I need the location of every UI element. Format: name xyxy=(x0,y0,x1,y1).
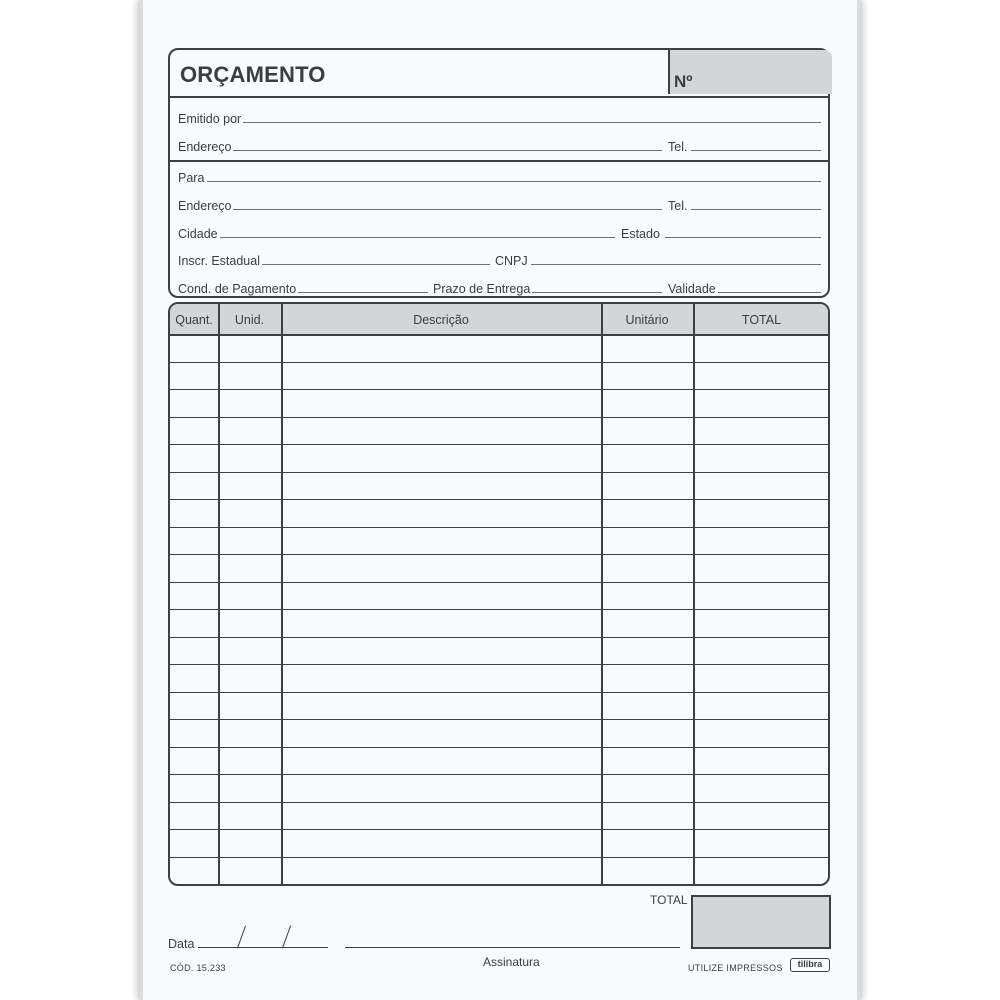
table-row-line xyxy=(170,637,828,638)
cond-pagamento-field[interactable] xyxy=(298,292,428,293)
data-field[interactable] xyxy=(198,947,328,948)
column-divider xyxy=(601,304,603,884)
endereco-dest-label: Endereço xyxy=(178,199,232,213)
cidade-label: Cidade xyxy=(178,227,218,241)
table-row-line xyxy=(170,554,828,555)
table-row-line xyxy=(170,527,828,528)
table-header xyxy=(170,304,828,336)
prazo-entrega-label: Prazo de Entrega xyxy=(433,282,531,296)
inscr-estadual-label: Inscr. Estadual xyxy=(178,254,260,268)
form-title: ORÇAMENTO xyxy=(180,62,326,87)
brand-logo: tilibra xyxy=(790,958,830,972)
sheet-edge-left xyxy=(140,0,143,1000)
emitido-por-field[interactable] xyxy=(243,122,821,123)
inscr-estadual-field[interactable] xyxy=(262,264,490,265)
prazo-entrega-field[interactable] xyxy=(532,292,662,293)
total-label: TOTAL xyxy=(650,893,688,907)
table-row-line xyxy=(170,774,828,775)
estado-label: Estado xyxy=(621,227,660,241)
tel-dest-label: Tel. xyxy=(668,199,688,213)
assinatura-field[interactable] xyxy=(345,947,680,948)
form-code: CÓD. 15.233 xyxy=(170,963,226,973)
total-box[interactable] xyxy=(691,895,831,949)
section-separator xyxy=(170,160,828,162)
table-row-line xyxy=(170,417,828,418)
tel-dest-field[interactable] xyxy=(691,209,821,210)
utilize-impressos: UTILIZE IMPRESSOS xyxy=(688,963,783,973)
title-row xyxy=(170,50,828,98)
assinatura-label: Assinatura xyxy=(483,955,540,969)
column-divider xyxy=(281,304,283,884)
table-row-line xyxy=(170,829,828,830)
data-label: Data xyxy=(168,937,195,951)
table-row-line xyxy=(170,609,828,610)
endereco-dest-field[interactable] xyxy=(233,209,662,210)
header-unid: Unid. xyxy=(234,313,265,327)
table-row-line xyxy=(170,472,828,473)
table-row-line xyxy=(170,857,828,858)
para-label: Para xyxy=(178,171,205,185)
para-field[interactable] xyxy=(207,181,821,182)
header-descricao: Descrição xyxy=(413,313,469,327)
tel-field[interactable] xyxy=(691,150,821,151)
header-unitario: Unitário xyxy=(625,313,669,327)
emitido-por-label: Emitido por xyxy=(178,112,242,126)
table-row-line xyxy=(170,362,828,363)
cnpj-label: CNPJ xyxy=(495,254,528,268)
tel-label: Tel. xyxy=(668,140,688,154)
validade-label: Validade xyxy=(668,282,716,296)
table-row-line xyxy=(170,582,828,583)
endereco-label: Endereço xyxy=(178,140,232,154)
items-table xyxy=(168,302,830,886)
table-row-line xyxy=(170,747,828,748)
table-row-line xyxy=(170,444,828,445)
number-label: Nº xyxy=(674,72,693,91)
column-divider xyxy=(693,304,695,884)
cidade-field[interactable] xyxy=(220,237,615,238)
table-row-line xyxy=(170,389,828,390)
header-total: TOTAL xyxy=(741,313,782,327)
sheet-edge-right xyxy=(857,0,860,1000)
endereco-field[interactable] xyxy=(233,150,662,151)
table-row-line xyxy=(170,664,828,665)
table-row-line xyxy=(170,802,828,803)
validade-field[interactable] xyxy=(718,292,821,293)
cnpj-field[interactable] xyxy=(531,264,821,265)
cond-pagamento-label: Cond. de Pagamento xyxy=(178,282,297,296)
table-row-line xyxy=(170,719,828,720)
column-divider xyxy=(218,304,220,884)
estado-field[interactable] xyxy=(665,237,821,238)
table-row-line xyxy=(170,499,828,500)
header-quant: Quant. xyxy=(175,313,213,327)
table-row-line xyxy=(170,692,828,693)
number-box[interactable] xyxy=(668,50,832,94)
